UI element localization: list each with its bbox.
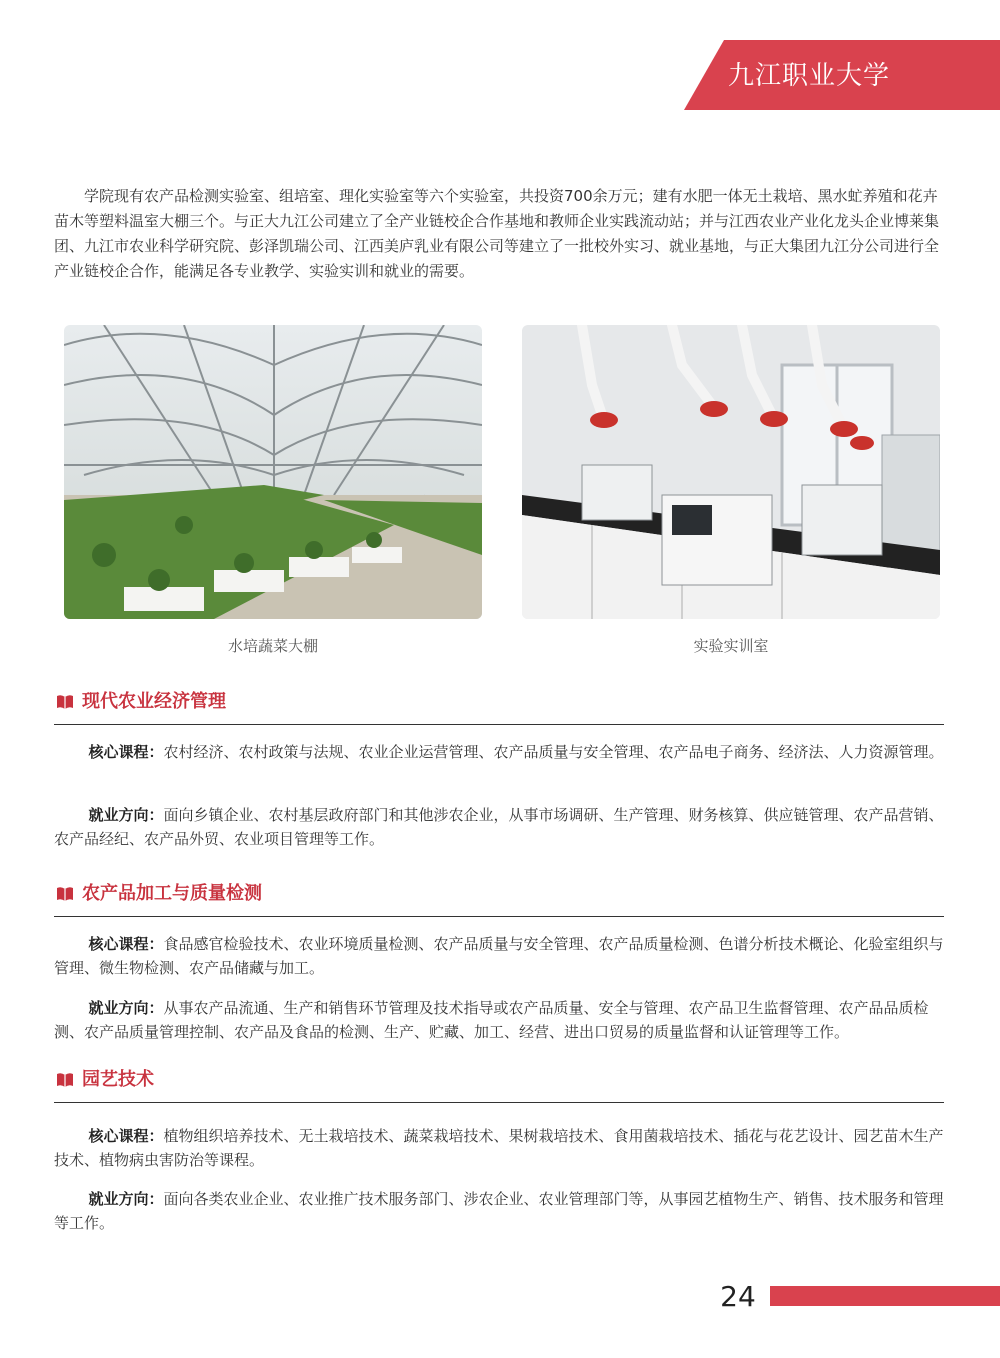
greenhouse-photo: [64, 325, 482, 619]
career-direction: [54, 996, 944, 1044]
career-direction: [54, 803, 944, 851]
core-courses: [54, 932, 944, 980]
section-heading: [54, 1068, 944, 1103]
section-heading: [54, 690, 944, 725]
core-label: 核心课程：: [88, 935, 164, 953]
page-number-bar: [770, 1286, 1000, 1306]
core-text: 农村经济、农村政策与法规、农业企业运营管理、农产品质量与安全管理、农产品电子商务、经济法、人力资源管理。: [163, 743, 944, 761]
career-label: 就业方向：: [88, 999, 164, 1017]
career-text: 从事农产品流通、生产和销售环节管理及技术指导或农产品质量、安全与管理、农产品卫生监督管理、农产品品质检测、农产品质量管理控制、农产品及食品的检测、生产、贮藏、加工、经营、进出口贸易的质量监督和认证管理等工作。: [54, 999, 929, 1041]
career-text: 面向乡镇企业、农村基层政府部门和其他涉农企业，从事市场调研、生产管理、财务核算、供应链管理、农产品营销、农产品经纪、农产品外贸、农业项目管理等工作。: [54, 806, 944, 848]
book-icon: [56, 886, 74, 902]
intro-paragraph: 学院现有农产品检测实验室、组培室、理化实验室等六个实验室，共投资700余万元；建有水肥一体无土栽培、黑水虻养殖和花卉苗木等塑料温室大棚三个。与正大九江公司建立了全产业链校企合作基地和教师企业实践流动站；并与江西农业产业化龙头企业博莱集团、九江市农业科学研究院、彭泽凯瑞公司、江西美庐乳业有限公司等建立了一批校外实习、就业基地，与正大集团九江分公司进行全产业链校企合作，能满足各专业教学、实验实训和就业的需要。: [54, 187, 940, 280]
career-direction: [54, 1187, 944, 1235]
core-label: 核心课程：: [88, 1127, 164, 1145]
section-title: 园艺技术: [82, 1069, 154, 1090]
core-label: 核心课程：: [88, 743, 164, 761]
core-text: 植物组织培养技术、无土栽培技术、蔬菜栽培技术、果树栽培技术、食用菌栽培技术、插花与花艺设计、园艺苗木生产技术、植物病虫害防治等课程。: [54, 1127, 944, 1169]
core-courses: [54, 740, 944, 764]
section-heading: [54, 882, 944, 917]
book-icon: [56, 694, 74, 710]
core-text: 食品感官检验技术、农业环境质量检测、农产品质量与安全管理、农产品质量检测、色谱分析技术概论、化验室组织与管理、微生物检测、农产品储藏与加工。: [54, 935, 944, 977]
section-title: 农产品加工与质量检测: [82, 883, 262, 904]
core-courses: [54, 1124, 944, 1172]
laboratory-photo: [522, 325, 940, 619]
greenhouse-caption: 水培蔬菜大棚: [227, 637, 318, 655]
section-title: 现代农业经济管理: [82, 691, 226, 712]
laboratory-caption: 实验实训室: [693, 637, 769, 655]
career-text: 面向各类农业企业、农业推广技术服务部门、涉农企业、农业管理部门等，从事园艺植物生产、销售、技术服务和管理等工作。: [54, 1190, 944, 1232]
book-icon: [56, 1072, 74, 1088]
career-label: 就业方向：: [88, 806, 164, 824]
page-number: 24: [720, 1280, 756, 1313]
school-name: 九江职业大学: [728, 61, 891, 91]
career-label: 就业方向：: [88, 1190, 164, 1208]
